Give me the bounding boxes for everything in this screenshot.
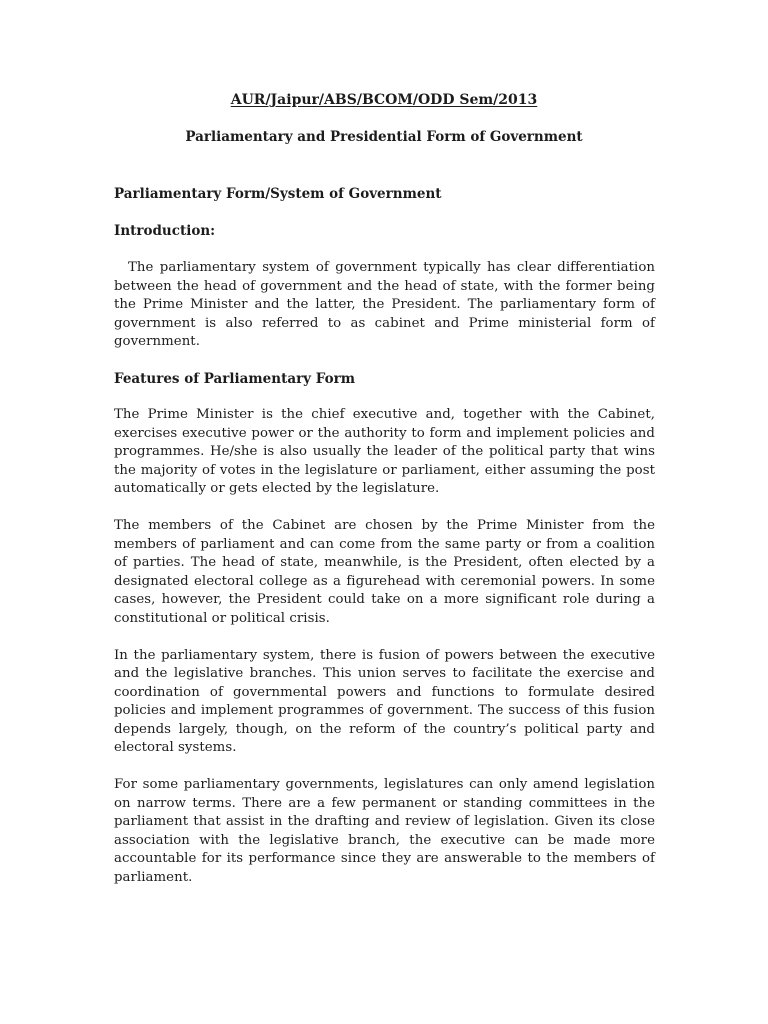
section-heading: Parliamentary Form/System of Government [114,186,442,202]
paragraph-fusion-of-powers: In the parliamentary system, there is fusion of powers between the executive and the legislative branches. This union serves to facilitate the exercise and coordination of governmental powers and functions to formulate desired policies and implement programmes of government. The success of this fusion depends largely, though, on the reform of the country’s political party and electoral systems. [114,647,655,756]
features-heading: Features of Parliamentary Form [114,370,355,387]
intro-paragraph: The parliamentary system of government typically has clear differentiation between the head of government and the head of state, with the former being the Prime Minister and the latter, the President. The parliamentary form of government is also referred to as cabinet and Prime ministerial form of government. [114,260,655,350]
paragraph-cabinet: The members of the Cabinet are chosen by the Prime Minister from the members of parliament and can come from the same party or from a coalition of parties. The head of state, meanwhile, is the President, often elected by a designated electoral college as a figurehead with ceremonial powers. In some cases, however, the President could take on a more significant role during a constitutional or political crisis. [114,517,655,626]
document-title: Parliamentary and Presidential Form of Government [185,129,583,145]
document-body [114,185,655,906]
paragraph-legislation: For some parliamentary governments, legislatures can only amend legislation on narrow terms. There are a few permanent or standing committees in the parliament that assist in the drafting and review of legislation. Given its close association with the legislative branch, the executive can be made more accountable for its performance since they are answerable to the members of parliament. [114,777,655,886]
document-code: AUR/Jaipur/ABS/BCOM/ODD Sem/2013 [230,92,538,108]
paragraph-prime-minister: The Prime Minister is the chief executive and, together with the Cabinet, exercises executive power or the authority to form and implement policies and programmes. He/she is also usually the leader of the political party that wins the majority of votes in the legislature or parliament, either assuming the post automatically or gets elected by the legislature. [114,406,655,497]
intro-heading: Introduction: [114,223,216,239]
